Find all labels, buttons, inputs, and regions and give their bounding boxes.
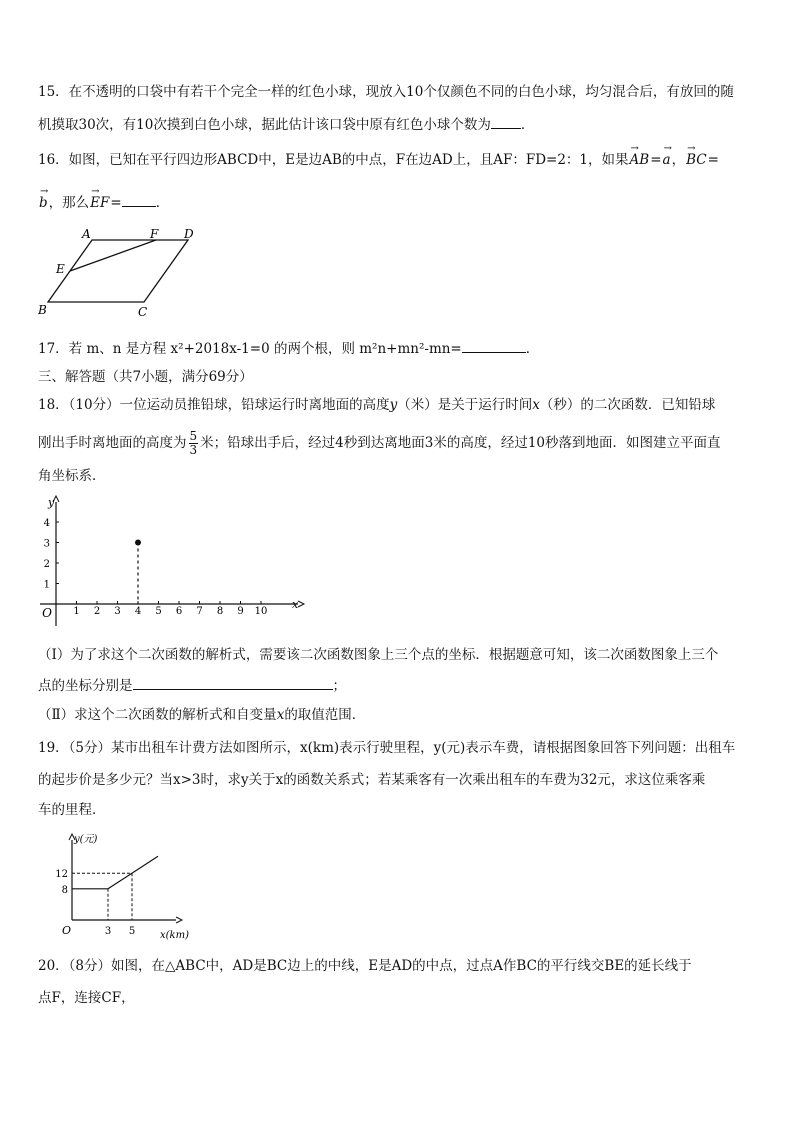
label-f: F bbox=[150, 227, 159, 241]
y-tick-label: 8 bbox=[61, 884, 68, 896]
q15-line1: 15．在不透明的口袋中有若干个完全一样的红色小球，现放入10个仅颜色不同的白色小球，均匀混合后，有放回的随 bbox=[38, 84, 734, 100]
label-a: A bbox=[82, 227, 91, 241]
q17-line: 17．若 m、n 是方程 x²+2018x-1=0 的两个根，则 m²n+mn²-mn= ． bbox=[38, 338, 539, 359]
section-heading: 三、解答题（共7小题，满分69分） bbox=[38, 369, 253, 385]
q16-line2: → b，那么→ EF= ． bbox=[38, 192, 169, 213]
x-tick-label: 2 bbox=[93, 606, 101, 617]
q18-line3: 角坐标系． bbox=[38, 468, 106, 484]
answer-blank bbox=[133, 675, 333, 690]
q18-part2: （Ⅱ）求这个二次函数的解析式和自变量x的取值范围． bbox=[38, 707, 366, 723]
q18-part1-line1: （Ⅰ）为了求这个二次函数的解析式，需要该二次函数图象上三个点的坐标．根据题意可知，该二次函数图象上三个 bbox=[38, 647, 719, 663]
q18-part1-line2: 点的坐标分别是 ； bbox=[38, 675, 346, 696]
x-tick-label: 7 bbox=[196, 606, 203, 617]
x-tick-label: 1 bbox=[73, 606, 80, 617]
vector-b: → b bbox=[39, 193, 48, 213]
x-axis-arrow bbox=[298, 601, 304, 607]
answer-blank bbox=[122, 192, 156, 207]
segment-ef bbox=[70, 240, 156, 271]
vector-ef: → EF bbox=[90, 193, 109, 213]
shotput-graph bbox=[36, 492, 312, 628]
x-axis-label: x bbox=[292, 598, 299, 611]
x-tick-label: 10 bbox=[254, 606, 268, 617]
label-d: D bbox=[184, 227, 194, 241]
x-tick-label: 3 bbox=[104, 926, 112, 937]
label-c: C bbox=[138, 305, 148, 319]
y-tick-label: 2 bbox=[43, 559, 50, 570]
x-tick-label: 5 bbox=[155, 606, 162, 617]
label-e: E bbox=[56, 262, 65, 276]
data-point bbox=[135, 540, 141, 546]
q18-line1: 18．（10分）一位运动员推铅球，铅球运行时离地面的高度y（米）是关于运行时间x（秒）的二次函数．已知铅球 bbox=[38, 397, 716, 413]
q19-line1: 19．（5分）某市出租车计费方法如图所示，x(km)表示行驶里程，y(元)表示车费，请根据图象回答下列问题：出租车 bbox=[38, 740, 736, 756]
q18-line2: 刚出手时离地面的高度为 $\frac{5}{3}$ 米；铅球出手后，经过4秒到达离地面3米的高度，经过10秒落到地面．如图建立平面直 bbox=[38, 429, 721, 457]
q19-line3: 车的里程． bbox=[38, 802, 106, 818]
y-tick-label: 12 bbox=[55, 869, 68, 881]
x-tick-label: 6 bbox=[175, 606, 183, 617]
x-axis-label: x(km) bbox=[160, 930, 189, 941]
vector-ab: → AB bbox=[630, 150, 650, 170]
fare-rising-segment bbox=[108, 856, 158, 889]
q15-line2: 机摸取30次，有10次摸到白色小球，据此估计该口袋中原有红色小球个数为 ． bbox=[38, 114, 534, 135]
x-tick-label: 9 bbox=[237, 606, 244, 617]
y-axis-label: y(元) bbox=[74, 834, 98, 845]
x-tick-label: 8 bbox=[216, 606, 224, 617]
y-tick-label: 3 bbox=[43, 538, 50, 550]
q20-line1: 20．（8分）如图，在△ABC中，AD是BC边上的中线，E是AD的中点，过点A作BC的平行线交BE的延长线于 bbox=[38, 958, 692, 974]
origin-label: O bbox=[42, 606, 52, 620]
fraction-five-thirds: $\frac{5}{3}$ bbox=[189, 429, 198, 457]
q16-line1: 16．如图，已知在平行四边形ABCD中，E是边AB的中点，F在边AD上，且AF：FD=2：1，如果→ AB=→ a，→ BC= bbox=[38, 150, 719, 170]
origin-label: O bbox=[62, 924, 72, 937]
vector-a: → a bbox=[663, 150, 671, 170]
vector-bc: → BC bbox=[686, 150, 707, 170]
y-axis-label: y bbox=[48, 496, 55, 509]
taxi-fare-axes bbox=[55, 833, 189, 941]
answer-blank bbox=[491, 114, 521, 129]
parallelogram-figure bbox=[36, 224, 200, 320]
x-tick-label: 4 bbox=[134, 606, 142, 617]
q20-line2: 点F，连接CF， bbox=[38, 990, 135, 1006]
x-tick-label: 5 bbox=[128, 926, 136, 937]
label-b: B bbox=[38, 303, 47, 317]
y-tick-label: 4 bbox=[43, 518, 50, 529]
x-axis-arrow bbox=[176, 917, 182, 923]
taxi-fare-graph bbox=[50, 828, 210, 942]
x-tick-label: 3 bbox=[114, 606, 121, 617]
answer-blank bbox=[462, 338, 526, 353]
shotput-axes bbox=[40, 496, 304, 626]
parallelogram-abcd bbox=[48, 240, 188, 302]
q19-line2: 的起步价是多少元？当x>3时，求y关于x的函数关系式；若某乘客有一次乘出租车的车费为32元，求这位乘客乘 bbox=[38, 772, 706, 788]
y-tick-label: 1 bbox=[43, 579, 50, 591]
